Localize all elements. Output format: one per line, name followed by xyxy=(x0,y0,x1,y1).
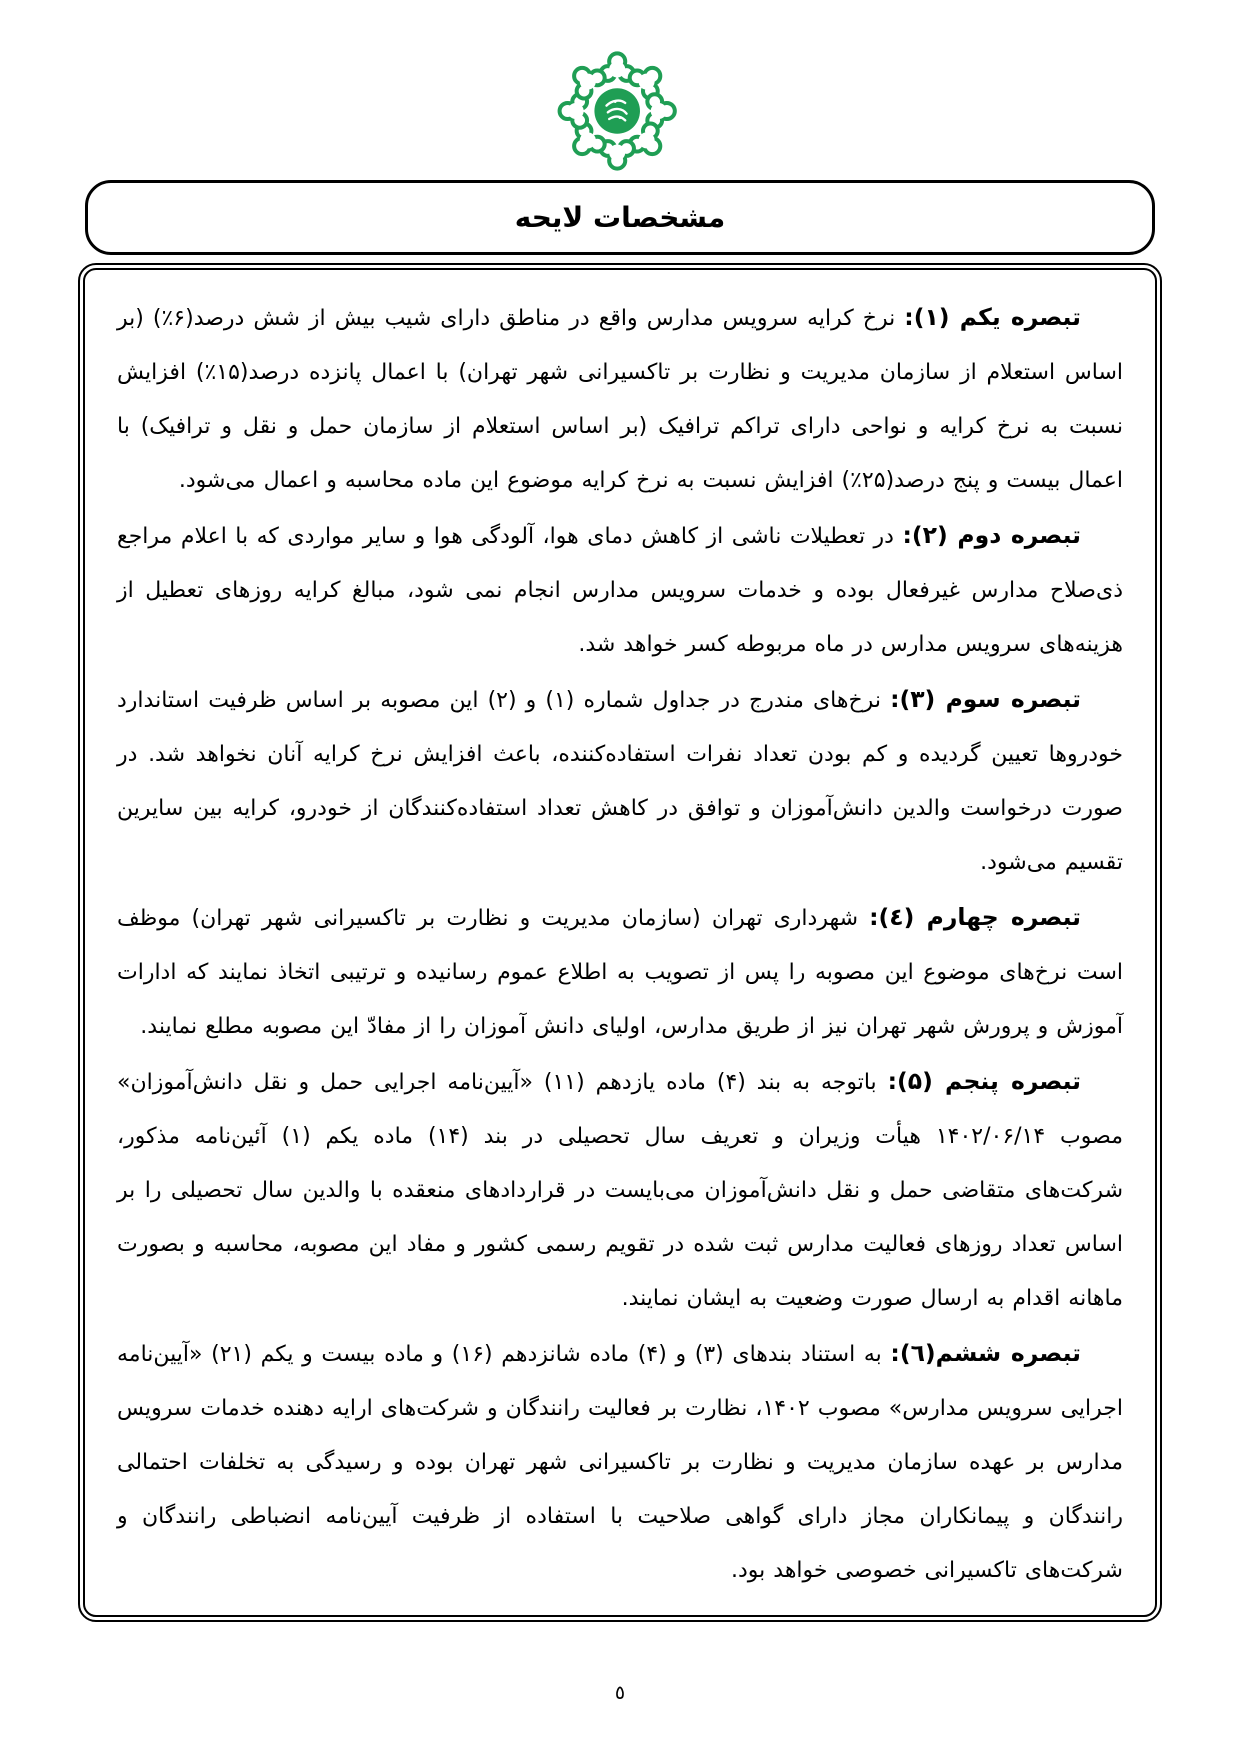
document-body xyxy=(78,263,1162,1622)
note-text: در تعطیلات ناشی از کاهش دمای هوا، آلودگی هوا و سایر مواردی که با اعلام مراجع ذی‌صلاح مدارس غیرفعال بوده و خدمات سرویس مدارس انجام نمی شود، مبالغ کرایه روزهای تعطیل از هزینه‌های سرویس مدارس در ماه مربوطه کسر خواهد شد. xyxy=(117,524,1123,657)
tehran-municipality-logo-icon xyxy=(547,44,687,178)
note-label: تبصره ششم(٦): xyxy=(890,1339,1081,1367)
note-label: تبصره یکم (۱): xyxy=(904,303,1081,331)
page-title: مشخصات لایحه xyxy=(514,201,726,234)
page-number: ٥ xyxy=(614,1682,626,1704)
note-paragraph-2 xyxy=(117,508,1123,672)
note-paragraph-4 xyxy=(117,890,1123,1054)
note-paragraph-6 xyxy=(117,1326,1123,1598)
note-label: تبصره پنجم (۵): xyxy=(887,1067,1082,1095)
note-paragraph-5 xyxy=(117,1054,1123,1326)
note-label: تبصره دوم (۲): xyxy=(902,521,1081,549)
note-text: باتوجه به بند (۴) ماده یازدهم (۱۱) «آیین‌نامه اجرایی حمل و نقل دانش‌آموزان» مصوب ۱۴۰۲/۰۶/۱۴ هیأت وزیران و تعریف سال تحصیلی در بند (۱۴) ماده یکم (۱) آئین‌نامه مذکور، شرکت‌های متقاضی حمل و نقل دانش‌آموزان می‌بایست در قراردادهای منعقده با والدین سال تحصیلی را بر اساس تعداد روزهای فعالیت مدارس ثبت شده در تقویم رسمی کشور و مفاد این مصوبه، محاسبه و بصورت ماهانه اقدام به ارسال صورت وضعیت به ایشان نمایند. xyxy=(117,1070,1123,1311)
note-text: به استناد بندهای (۳) و (۴) ماده شانزدهم (۱۶) و ماده بیست و یکم (۲۱) «آیین‌نامه اجرایی سرویس مدارس» مصوب ۱۴۰۲، نظارت بر فعالیت رانندگان و شرکت‌های ارایه دهنده خدمات سرویس مدارس بر عهده سازمان مدیریت و نظارت بر تاکسیرانی شهر تهران بوده و رسیدگی به تخلفات احتمالی رانندگان و پیمانکاران مجاز دارای گواهی صلاحیت با استفاده از ظرفیت آیین‌نامه انضباطی رانندگان و شرکت‌های تاکسیرانی خصوصی خواهد بود. xyxy=(117,1342,1124,1583)
note-text: شهرداری تهران (سازمان مدیریت و نظارت بر تاکسیرانی شهر تهران) موظف است نرخ‌های موضوع این مصوبه را پس از تصویب به اطلاع عموم رسانیده و ترتیبی اتخاذ نمایند که ادارات آموزش و پرورش شهر تهران نیز از طریق مدارس، اولیای دانش آموزان را از مفادّ این مصوبه مطلع نمایند. xyxy=(117,906,1123,1039)
note-text: نرخ کرایه سرویس مدارس واقع در مناطق دارای شیب بیش از شش درصد(۶٪) (بر اساس استعلام از سازمان مدیریت و نظارت بر تاکسیرانی شهر تهران) با اعمال پانزده درصد(۱۵٪) افزایش نسبت به نرخ کرایه و نواحی دارای تراکم ترافیک (بر اساس استعلام از سازمان حمل و نقل و ترافیک) با اعمال بیست و پنج درصد(۲۵٪) افزایش نسبت به نرخ کرایه موضوع این ماده محاسبه و اعمال می‌شود. xyxy=(117,306,1123,493)
note-paragraph-1 xyxy=(117,290,1123,508)
document-title-box xyxy=(85,180,1155,255)
note-label: تبصره سوم (۳): xyxy=(890,685,1081,713)
note-text: نرخ‌های مندرج در جداول شماره (۱) و (۲) این مصوبه بر اساس ظرفیت استاندارد خودروها تعیین گردیده و کم بودن تعداد نفرات استفاده‌کننده، باعث افزایش نرخ کرایه آنان نخواهد شد. در صورت درخواست والدین دانش‌آموزان و توافق در کاهش تعداد استفاده‌کنندگان از خودرو، کرایه بین سایرین تقسیم می‌شود. xyxy=(117,688,1123,875)
note-label: تبصره چهارم (٤): xyxy=(869,903,1081,931)
note-paragraph-3 xyxy=(117,672,1123,890)
